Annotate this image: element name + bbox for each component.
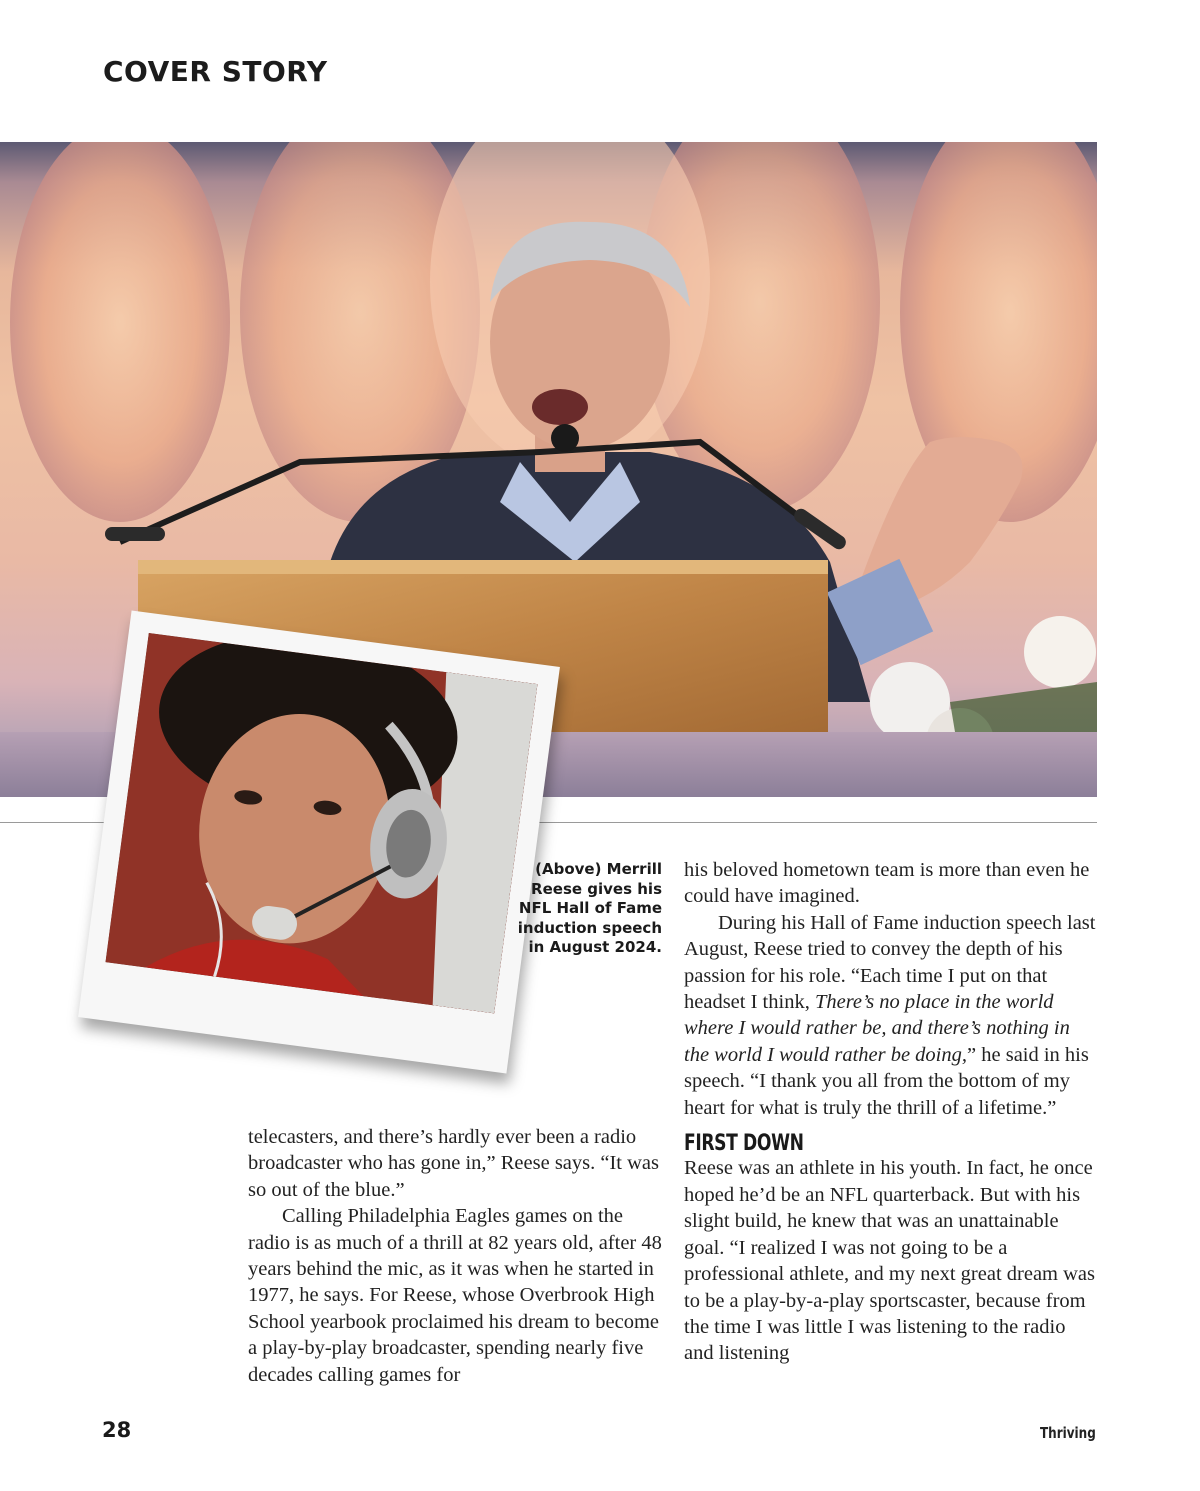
caption-line: Reese gives his [531, 879, 662, 898]
left-column [248, 1124, 663, 1388]
caption-line: (Above) Merrill [535, 860, 662, 878]
publication-name: Thriving [1040, 1424, 1096, 1442]
quote-tail: ” he said in his speech. “I thank you all from the bottom of my heart for what is truly the thrill of a lifetime.” [684, 1043, 1089, 1119]
section-label: COVER STORY [103, 55, 328, 88]
page-number: 28 [102, 1418, 132, 1442]
caption-line: in August 2024. [528, 938, 662, 956]
quote-lead: During his Hall of Fame induction speech last August, Reese tried to convey the depth of his passion for his role. “Each time I put on that headset I think, [684, 911, 1096, 1014]
photo-caption [470, 860, 662, 958]
subhead: FIRST DOWN [684, 1131, 804, 1157]
right-column [684, 857, 1099, 1367]
body-paragraph: Reese was an athlete in his youth. In fact, he once hoped he’d be an NFL quarterback. But with his slight build, he knew that was an unattainable goal. “I realized I was not going to be a professional athlete, and my next great dream was to be a play-by-a-play sportscaster, because from the time I was little I was listening to the radio and listening [684, 1157, 1095, 1365]
caption-line: induction speech [517, 918, 662, 937]
italic-quote: There’s no place in the world where I would rather be, and there’s nothing in the world I would rather be doing, [684, 991, 1070, 1066]
body-paragraph: Calling Philadelphia Eagles games on the radio is as much of a thrill at 82 years old, after 48 years behind the mic, as it was when he started in 1977, he says. For Reese, whose Overbrook High School yearbook proclaimed his dream to become a play-by-play broadcaster, spending nearly five decades calling games for [248, 1205, 662, 1386]
body-paragraph: telecasters, and there’s hardly ever been a radio broadcaster who has gone in,” Reese says. “It was so out of the blue.” [248, 1126, 660, 1201]
caption-line: NFL Hall of Fame [518, 899, 662, 917]
body-paragraph [684, 910, 1099, 1121]
body-paragraph: his beloved hometown team is more than even he could have imagined. [684, 859, 1090, 908]
inset-polaroid-photo [78, 611, 560, 1074]
